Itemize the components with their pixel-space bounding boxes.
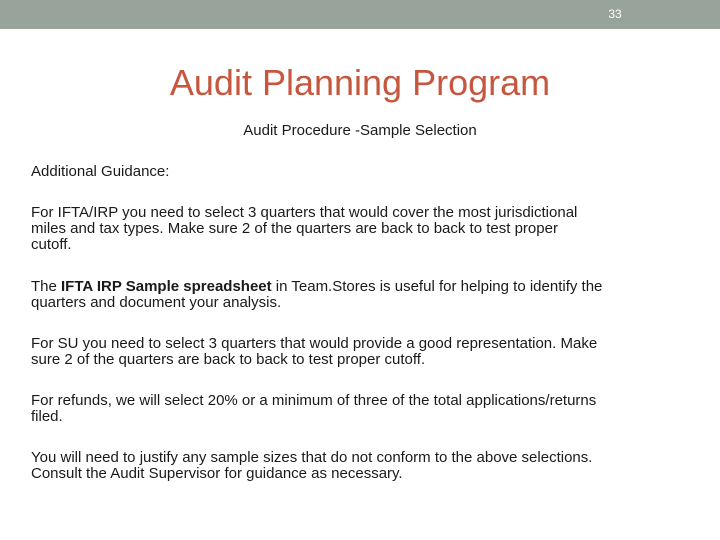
- paragraph-line: cutoff.: [31, 236, 72, 253]
- paragraph-line: Consult the Audit Supervisor for guidance as necessary.: [31, 465, 403, 482]
- spreadsheet-name: IFTA IRP Sample spreadsheet: [61, 278, 272, 295]
- paragraph-su: [31, 336, 691, 368]
- paragraph-line: miles and tax types. Make sure 2 of the quarters are back to back to test proper: [31, 220, 558, 237]
- text-segment: in Team.Stores is useful for helping to identify the: [271, 278, 603, 295]
- paragraph-justify: [31, 450, 691, 482]
- paragraph-spreadsheet: [31, 279, 691, 311]
- paragraph-line: filed.: [31, 408, 63, 425]
- slide-title: Audit Planning Program: [169, 62, 551, 103]
- paragraph-line: You will need to justify any sample sizes that do not conform to the above selections.: [31, 449, 593, 466]
- slide-number: 33: [608, 7, 622, 21]
- guidance-heading: Additional Guidance:: [31, 163, 170, 180]
- paragraph-line: quarters and document your analysis.: [31, 294, 282, 311]
- text-segment: The: [31, 278, 62, 295]
- paragraph-line: For IFTA/IRP you need to select 3 quarters that would cover the most jurisdictional: [31, 204, 578, 221]
- paragraph-line: For SU you need to select 3 quarters that would provide a good representation. Make: [31, 335, 598, 352]
- paragraph-ifta-irp: [31, 205, 691, 253]
- paragraph-line: sure 2 of the quarters are back to back to test proper cutoff.: [31, 351, 426, 368]
- top-bar: [0, 0, 720, 29]
- slide-subtitle: Audit Procedure -Sample Selection: [243, 122, 477, 139]
- paragraph-line: [31, 279, 691, 295]
- paragraph-refunds: [31, 393, 691, 425]
- paragraph-line: For refunds, we will select 20% or a minimum of three of the total applications/returns: [31, 392, 597, 409]
